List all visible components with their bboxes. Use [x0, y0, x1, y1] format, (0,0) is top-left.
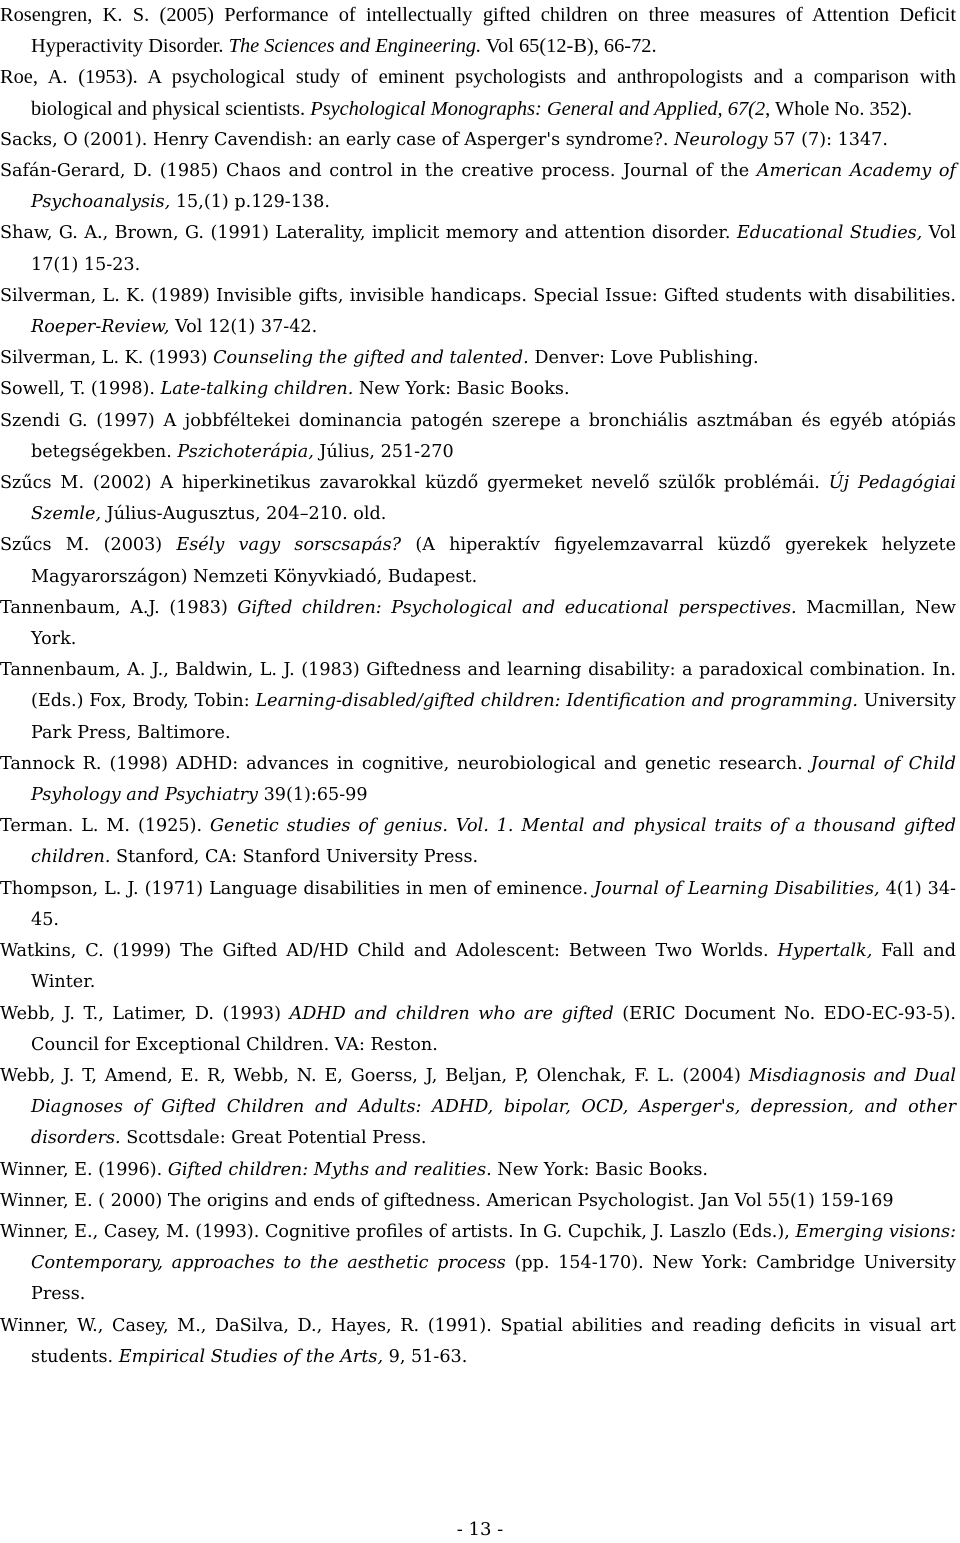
reference-entry — [0, 1217, 956, 1311]
reference-entry — [0, 218, 956, 280]
reference-italic-segment: Emerging visions: Contemporary, approaches to the aesthetic process — [31, 1221, 956, 1274]
reference-text-segment: Silverman, L. K. (1989) Invisible gifts, invisible handicaps. Special Issue: Gifted students with disabilities. — [0, 285, 956, 306]
reference-italic-segment: Hypertalk, — [777, 941, 873, 962]
reference-entry — [0, 1311, 956, 1373]
reference-italic-segment: Pszichoterápia, — [177, 441, 314, 462]
reference-text-segment: Roe, A. (1953). A psychological study of eminent psychologists and anthropologists and a comparison with biological and physical scientists. — [0, 66, 956, 120]
reference-entry — [0, 811, 956, 873]
reference-italic-segment: Psychological Monographs: General and Applied, 67(2 — [310, 97, 766, 120]
reference-text-segment: 9, 51-63. — [383, 1346, 468, 1367]
reference-italic-segment: Misdiagnosis and Dual Diagnoses of Gifted Children and Adults: ADHD, bipolar, OCD, Asperger's, depression, and other disorders. — [31, 1065, 956, 1149]
reference-italic-segment: Gifted children: Myths and realities — [167, 1159, 487, 1180]
reference-italic-segment: Roeper-Review, — [31, 317, 170, 338]
reference-text-segment: Július, 251-270 — [313, 441, 454, 462]
reference-text-segment: Vol 65(12-B), 66-72. — [481, 35, 657, 58]
reference-text-segment: Sowell, T. (1998). — [0, 379, 161, 400]
reference-italic-segment: ADHD and children who are gifted — [289, 1003, 614, 1024]
reference-italic-segment: Late-talking children. — [160, 379, 354, 400]
reference-italic-segment: Learning-disabled/gifted children: Identification and programming. — [255, 691, 858, 712]
reference-text-segment: Vol 12(1) 37-42. — [169, 317, 318, 338]
reference-text-segment: Silverman, L. K. (1993) — [0, 348, 214, 369]
reference-entry — [0, 593, 956, 655]
reference-text-segment: Tannenbaum, A. J., Baldwin, L. J. (1983) Giftedness and learning disability: a paradoxical combination. In. (Eds.) Fox, Brody, Tobin: — [0, 660, 956, 712]
reference-text-segment: New York: Basic Books. — [353, 379, 570, 400]
reference-text-segment: Szendi G. (1997) A jobbféltekei dominancia patogén szerepe a bronchiális asztmában és egyéb atópiás betegségekben. — [0, 410, 956, 462]
reference-text-segment: Scottsdale: Great Potential Press. — [120, 1128, 427, 1149]
reference-entry — [0, 749, 956, 811]
reference-text-segment: Vol 17(1) 15-23. — [31, 223, 956, 275]
reference-italic-segment: American Academy of Psychoanalysis, — [31, 161, 956, 213]
reference-text-segment: 4(1) 34-45. — [31, 878, 956, 930]
reference-entry — [0, 936, 956, 998]
reference-entry — [0, 655, 956, 749]
reference-text-segment: Sacks, O (2001). Henry Cavendish: an early case of Asperger's syndrome?. — [0, 129, 675, 150]
page-number: - 13 - — [456, 1519, 504, 1540]
reference-entry — [0, 1061, 956, 1155]
reference-entry — [0, 999, 956, 1061]
reference-italic-segment: Educational Studies, — [736, 223, 923, 244]
reference-text-segment: . New York: Basic Books. — [486, 1159, 708, 1180]
reference-text-segment: , Whole No. 352). — [765, 97, 913, 120]
reference-italic-segment: Journal of Learning Disabilities, — [594, 878, 880, 899]
reference-text-segment: Winner, W., Casey, M., DaSilva, D., Hayes, R. (1991). Spatial abilities and reading deficits in visual art students. — [0, 1315, 956, 1367]
reference-italic-segment: The Sciences and Engineering. — [228, 35, 482, 58]
reference-text-segment: 57 (7): 1347. — [767, 129, 888, 150]
reference-italic-segment: Neurology — [674, 129, 768, 150]
reference-italic-segment: Új Pedagógiai Szemle, — [31, 473, 956, 525]
reference-text-segment: (A hiperaktív figyelemzavarral küzdő gyerekek helyzete Magyarországon) Nemzeti Könyvkiadó, Budapest. — [31, 535, 956, 587]
reference-text-segment: Webb, J. T, Amend, E. R, Webb, N. E, Goerss, J, Beljan, P, Olenchak, F. L. (2004) — [0, 1065, 749, 1086]
reference-entry — [0, 343, 956, 374]
reference-entry — [0, 406, 956, 468]
reference-entry — [0, 1155, 956, 1186]
reference-text-segment: Szűcs M. (2003) — [0, 535, 177, 556]
reference-text-segment: Webb, J. T., Latimer, D. (1993) — [0, 1003, 290, 1024]
reference-text-segment: Tannenbaum, A.J. (1983) — [0, 597, 238, 618]
reference-text-segment: Július-Augusztus, 204–210. old. — [101, 504, 387, 525]
reference-entry — [0, 1186, 956, 1217]
reference-text-segment: Winner, E., Casey, M. (1993). Cognitive profiles of artists. In G. Cupchik, J. Laszlo (Eds.), — [0, 1221, 796, 1242]
reference-italic-segment: Journal of Child Psyhology and Psychiatry — [31, 753, 956, 806]
reference-text-segment: Fall and Winter. — [31, 941, 956, 993]
reference-text-segment: Thompson, L. J. (1971) Language disabilities in men of eminence. — [0, 878, 595, 899]
reference-entry — [0, 374, 956, 405]
reference-italic-segment: Gifted children: Psychological and educational perspectives. — [237, 597, 797, 618]
reference-text-segment: Macmillan, New York. — [31, 597, 956, 650]
reference-entry — [0, 62, 956, 124]
reference-text-segment: 39(1):65-99 — [258, 785, 368, 806]
reference-entry — [0, 468, 956, 530]
reference-text-segment: Watkins, C. (1999) The Gifted AD/HD Child and Adolescent: Between Two Worlds. — [0, 941, 778, 962]
reference-text-segment: Safán-Gerard, D. (1985) Chaos and control in the creative process. Journal of the — [0, 161, 757, 182]
reference-text-segment: (pp. 154-170). New York: Cambridge University Press. — [31, 1253, 956, 1305]
reference-text-segment: Stanford, CA: Stanford University Press. — [110, 847, 479, 868]
reference-italic-segment: Empirical Studies of the Arts, — [118, 1346, 384, 1367]
reference-entry — [0, 530, 956, 592]
reference-text-segment: Szűcs M. (2002) A hiperkinetikus zavarokkal küzdő gyermeket nevelő szülők problémái. — [0, 473, 829, 494]
reference-text-segment: University Park Press, Baltimore. — [31, 691, 956, 743]
reference-entry — [0, 0, 956, 62]
reference-text-segment: Terman. L. M. (1925). — [0, 816, 210, 837]
reference-text-segment: Shaw, G. A., Brown, G. (1991) Laterality, implicit memory and attention disorder. — [0, 223, 737, 244]
reference-entry — [0, 874, 956, 936]
reference-text-segment: Winner, E. (1996). — [0, 1159, 168, 1180]
reference-text-segment: 15,(1) p.129-138. — [170, 192, 330, 213]
reference-text-segment: Denver: Love Publishing. — [528, 348, 759, 369]
reference-text-segment: Winner, E. ( 2000) The origins and ends of giftedness. American Psychologist. Jan Vol 55(1) 159-169 — [0, 1190, 894, 1211]
reference-italic-segment: Esély vagy sorscsapás? — [176, 535, 402, 556]
reference-text-segment: Rosengren, K. S. (2005) Performance of intellectually gifted children on three measures of Attention Deficit Hyperactivity Disorder. — [0, 4, 956, 58]
reference-italic-segment: Genetic studies of genius. Vol. 1. Mental and physical traits of a thousand gifted children. — [31, 816, 957, 868]
reference-italic-segment: Counseling the gifted and talented. — [213, 348, 529, 369]
reference-text-segment: (ERIC Document No. EDO-EC-93-5). Council for Exceptional Children. VA: Reston. — [31, 1003, 956, 1055]
reference-entry — [0, 281, 956, 343]
reference-entry — [0, 156, 956, 218]
reference-entry — [0, 125, 956, 156]
reference-text-segment: Tannock R. (1998) ADHD: advances in cognitive, neurobiological and genetic research. — [0, 753, 811, 774]
